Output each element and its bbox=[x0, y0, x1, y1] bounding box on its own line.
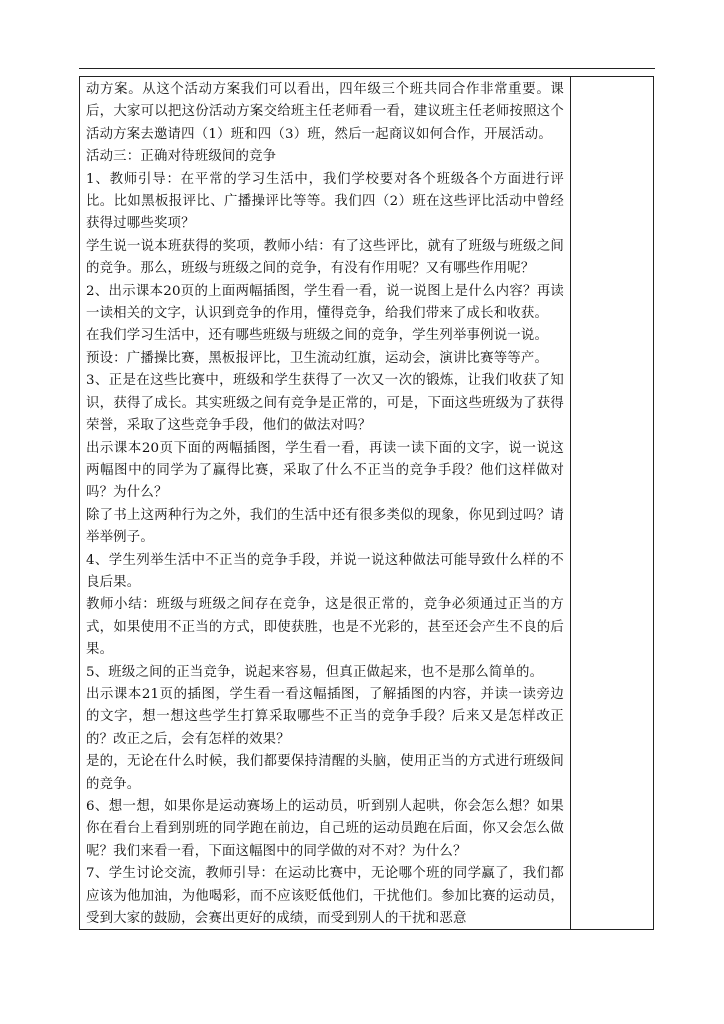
paragraph: 7、学生讨论交流，教师引导：在运动比赛中，无论哪个班的同学赢了，我们都应该为他加油，为他喝彩，而不应该贬低他们，干扰他们。参加比赛的运动员，受到大家的鼓励，会赛出更好的成绩，而受到别人的干扰和恶意 bbox=[86, 866, 564, 927]
paragraph: 出示课本21页的插图，学生看一看这幅插图，了解插图的内容，并读一读旁边的文字，想一想这些学生打算采取哪些不正当的竞争手段？后来又是怎样改正的？改正之后，会有怎样的效果？ bbox=[86, 686, 564, 747]
paragraph: 3、正是在这些比赛中，班级和学生获得了一次又一次的锻炼，让我们收获了知识，获得了成长。其实班级之间有竞争是正常的，可是，下面这些班级为了获得荣誉，采取了这些竞争手段，他们的做法对吗？ bbox=[86, 373, 564, 434]
paragraph: 是的，无论在什么时候，我们都要保持清醒的头脑，使用正当的方式进行班级间的竞争。 bbox=[86, 754, 564, 792]
notes-cell bbox=[571, 77, 653, 929]
activity-heading: 活动三：正确对待班级间的竞争 bbox=[86, 149, 277, 165]
paragraph: 出示课本20页下面的两幅插图，学生看一看，再读一读下面的文字，说一说这两幅图中的同学为了赢得比赛，采取了什么不正当的竞争手段？他们这样做对吗？为什么？ bbox=[86, 440, 564, 501]
lesson-content-cell bbox=[80, 77, 571, 929]
paragraph: 4、学生列举生活中不正当的竞争手段，并说一说这种做法可能导致什么样的不良后果。 bbox=[86, 552, 564, 590]
lesson-table bbox=[79, 76, 654, 930]
paragraph: 预设：广播操比赛，黑板报评比，卫生流动红旗，运动会，演讲比赛等等产。 bbox=[86, 350, 549, 366]
paragraph: 5、班级之间的正当竞争，说起来容易，但真正做起来，也不是那么简单的。 bbox=[86, 664, 544, 680]
paragraph: 2、出示课本20页的上面两幅插图，学生看一看，说一说图上是什么内容？再读一读相关的文字，认识到竞争的作用，懂得竞争，给我们带来了成长和收获。 bbox=[86, 283, 564, 322]
header-rule bbox=[79, 68, 655, 69]
paragraph: 除了书上这两种行为之外，我们的生活中还有很多类似的现象，你见到过吗？请举举例子。 bbox=[86, 507, 564, 546]
paragraph: 学生说一说本班获得的奖项，教师小结：有了这些评比，就有了班级与班级之间的竞争。那么，班级与班级之间的竞争，有没有作用呢？又有哪些作用呢？ bbox=[86, 238, 564, 277]
paragraph: 在我们学习生活中，还有哪些班级与班级之间的竞争，学生列举事例说一说。 bbox=[86, 328, 549, 344]
paragraph: 6、想一想，如果你是运动赛场上的运动员，听到别人起哄，你会怎么想？如果你在看台上看到别班的同学跑在前边，自己班的运动员跑在后面，你又会怎么做呢？我们来看一看，下面这幅图中的同学做的对不对？为什么？ bbox=[86, 799, 564, 859]
paragraph: 动方案。从这个活动方案我们可以看出，四年级三个班共同合作非常重要。课后，大家可以把这份活动方案交给班主任老师看一看，建议班主任老师按照这个活动方案去邀请四（1）班和四（3）班，然后一起商议如何合作，开展活动。 bbox=[86, 82, 564, 142]
paragraph: 1、教师引导：在平常的学习生活中，我们学校要对各个班级各个方面进行评比。比如黑板报评比、广播操评比等等。我们四（2）班在这些评比活动中曾经获得过哪些奖项？ bbox=[86, 171, 564, 232]
paragraph: 教师小结：班级与班级之间存在竞争，这是很正常的，竞争必须通过正当的方式，如果使用不正当的方式，即使获胜，也是不光彩的，甚至还会产生不良的后果。 bbox=[86, 597, 564, 658]
